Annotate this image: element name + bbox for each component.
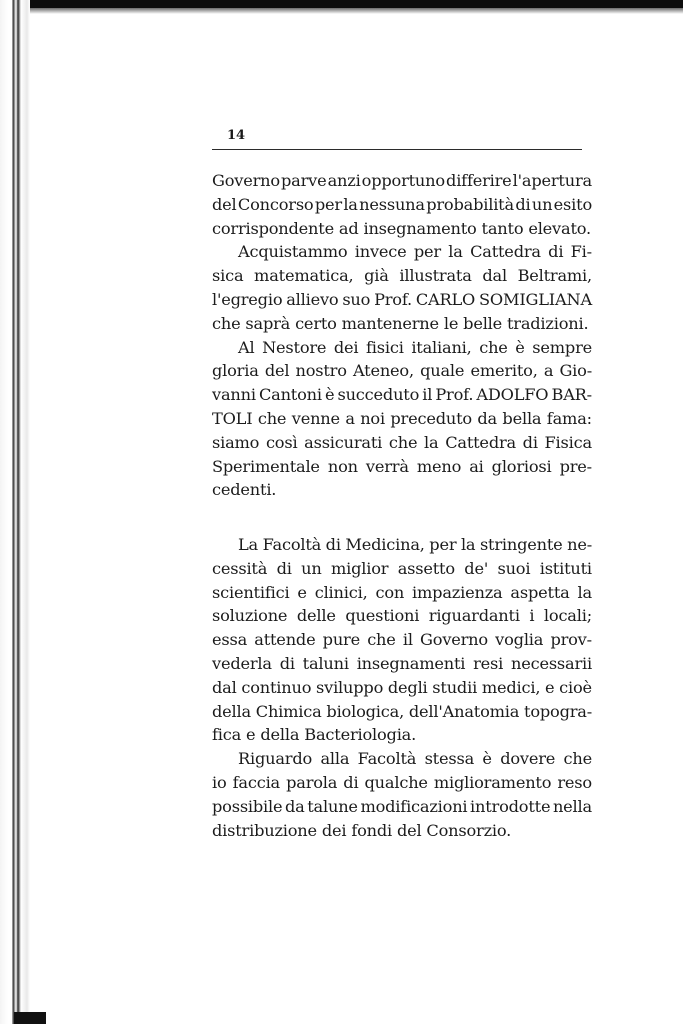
text-line: Riguardo alla Facoltà stessa è dovere che: [238, 749, 592, 769]
text-line: Sperimentale non verrà meno ai gloriosi pre-: [212, 456, 592, 476]
text-line: cedenti.: [212, 480, 277, 500]
text-line: possibile da talune modificazioni introdotte nella: [212, 796, 592, 816]
text-line: cessità di un miglior assetto de' suoi istituti: [212, 558, 592, 578]
binding-clip: [14, 1012, 46, 1024]
section-2-text: [212, 533, 592, 842]
text-line: che saprà certo mantenerne le belle tradizioni.: [212, 313, 589, 333]
text-line: essa attende pure che il Governo voglia prov-: [212, 630, 592, 650]
text-line: del Concorso per la nessuna probabilità di un esito: [212, 194, 592, 214]
text-line: fica e della Bacteriologia.: [212, 725, 417, 745]
section-1-text: [212, 169, 592, 502]
text-line: Al Nestore dei fisici italiani, che è sempre: [238, 337, 592, 357]
text-line: io faccia parola di qualche miglioramento reso: [212, 772, 592, 792]
page-top-shadow: [30, 8, 683, 14]
text-line: sica matematica, già illustrata dal Beltrami,: [212, 266, 592, 286]
text-line: l'egregio allievo suo Prof. CARLO SOMIGLIANA: [212, 289, 592, 309]
text-line: TOLI che venne a noi preceduto da bella fama:: [212, 408, 592, 428]
text-line: corrispondente ad insegnamento tanto elevato.: [212, 218, 591, 238]
text-line: distribuzione dei fondi del Consorzio.: [212, 820, 512, 840]
text-line: Acquistammo invece per la Cattedra di Fi-: [238, 242, 592, 262]
text-line: Governo parve anzi opportuno differire l'apertura: [212, 171, 592, 190]
text-line: vanni Cantoni è succeduto il Prof. ADOLFO BAR-: [212, 385, 592, 405]
page-top-edge: [0, 0, 683, 8]
text-line: soluzione delle questioni riguardanti i locali;: [212, 606, 592, 626]
text-line: scientifici e clinici, con impazienza aspetta la: [212, 582, 592, 602]
text-line: siamo così assicurati che la Cattedra di Fisica: [212, 432, 592, 452]
text-line: della Chimica biologica, dell'Anatomia topogra-: [212, 701, 592, 721]
page-binding: [0, 0, 30, 1024]
page-number: 14: [227, 128, 246, 143]
header-rule: [212, 149, 582, 150]
text-line: dal continuo sviluppo degli studii medici, e cioè: [212, 677, 592, 697]
text-line: La Facoltà di Medicina, per la stringente ne-: [238, 535, 592, 554]
text-line: gloria del nostro Ateneo, quale emerito, a Gio-: [212, 361, 592, 381]
text-line: vederla di taluni insegnamenti resi necessarii: [212, 653, 592, 673]
